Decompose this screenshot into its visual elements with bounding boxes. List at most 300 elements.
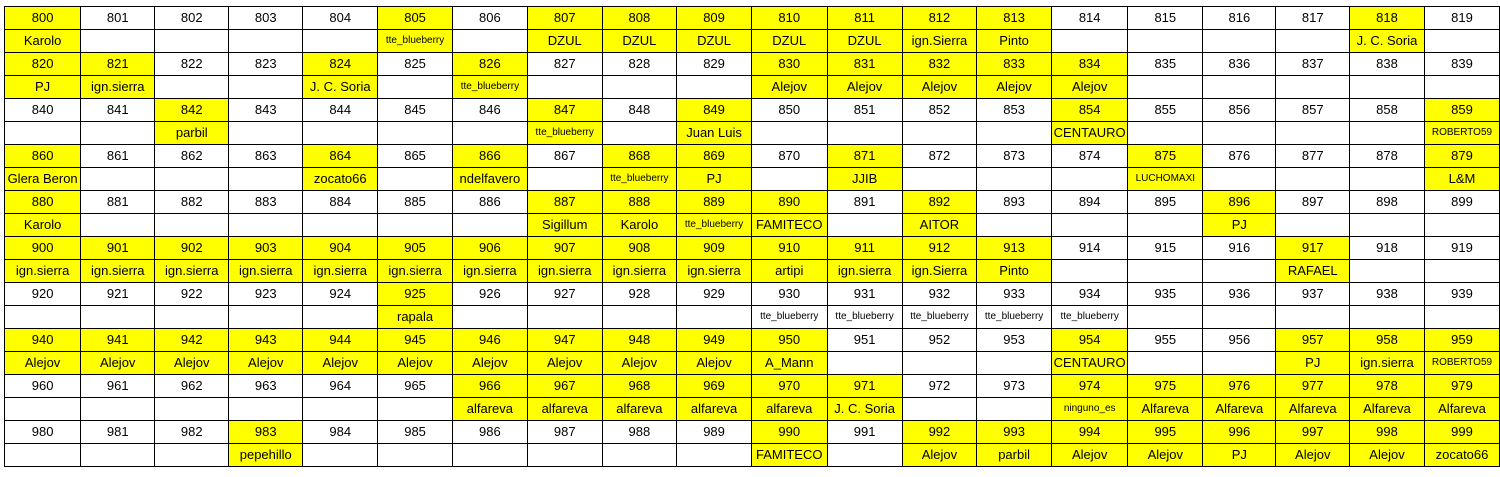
number-cell: 856 <box>1203 99 1276 122</box>
name-cell <box>1203 76 1276 99</box>
number-cell: 924 <box>303 283 378 306</box>
number-cell: 883 <box>229 191 303 214</box>
name-cell: FAMITECO <box>751 444 827 467</box>
name-cell <box>1350 260 1425 283</box>
name-cell <box>527 306 602 329</box>
number-cell: 991 <box>827 421 902 444</box>
name-cell <box>1128 352 1203 375</box>
name-cell <box>452 214 527 237</box>
name-cell <box>1203 122 1276 145</box>
number-cell: 928 <box>602 283 677 306</box>
number-cell: 932 <box>902 283 977 306</box>
name-cell: DZUL <box>527 30 602 53</box>
number-cell: 861 <box>81 145 155 168</box>
name-cell <box>229 122 303 145</box>
number-cell: 879 <box>1424 145 1499 168</box>
number-cell: 990 <box>751 421 827 444</box>
name-cell <box>1128 306 1203 329</box>
name-cell: ign.sierra <box>452 260 527 283</box>
name-cell <box>1350 122 1425 145</box>
name-cell <box>602 122 677 145</box>
name-cell: Glera Beron <box>5 168 81 191</box>
number-cell: 975 <box>1128 375 1203 398</box>
number-row <box>5 421 1500 444</box>
name-cell <box>1128 122 1203 145</box>
number-cell: 803 <box>229 7 303 30</box>
number-cell: 854 <box>1051 99 1127 122</box>
number-cell: 805 <box>378 7 453 30</box>
number-cell: 917 <box>1276 237 1350 260</box>
number-cell: 847 <box>527 99 602 122</box>
name-cell: Alejov <box>827 76 902 99</box>
number-cell: 914 <box>1051 237 1127 260</box>
number-cell: 825 <box>378 53 453 76</box>
number-cell: 937 <box>1276 283 1350 306</box>
number-cell: 949 <box>677 329 752 352</box>
number-cell: 837 <box>1276 53 1350 76</box>
number-cell: 888 <box>602 191 677 214</box>
name-cell <box>303 444 378 467</box>
name-cell: Alfareva <box>1203 398 1276 421</box>
name-cell: Juan Luis <box>677 122 752 145</box>
number-cell: 950 <box>751 329 827 352</box>
name-cell: Alejov <box>977 76 1052 99</box>
name-row <box>5 76 1500 99</box>
name-cell <box>452 444 527 467</box>
number-cell: 819 <box>1424 7 1499 30</box>
name-cell <box>1051 168 1127 191</box>
number-cell: 992 <box>902 421 977 444</box>
number-cell: 845 <box>378 99 453 122</box>
name-cell: Alfareva <box>1276 398 1350 421</box>
number-cell: 897 <box>1276 191 1350 214</box>
number-cell: 836 <box>1203 53 1276 76</box>
number-cell: 822 <box>155 53 229 76</box>
name-cell: zocato66 <box>303 168 378 191</box>
number-cell: 918 <box>1350 237 1425 260</box>
number-cell: 813 <box>977 7 1052 30</box>
name-cell: DZUL <box>602 30 677 53</box>
name-cell <box>827 122 902 145</box>
name-cell: Alejov <box>81 352 155 375</box>
number-row <box>5 191 1500 214</box>
name-cell: ign.sierra <box>827 260 902 283</box>
number-cell: 865 <box>378 145 453 168</box>
name-cell <box>677 444 752 467</box>
name-cell <box>155 76 229 99</box>
name-cell: tte_blueberry <box>378 30 453 53</box>
number-cell: 857 <box>1276 99 1350 122</box>
number-cell: 868 <box>602 145 677 168</box>
number-cell: 902 <box>155 237 229 260</box>
number-row <box>5 283 1500 306</box>
number-cell: 898 <box>1350 191 1425 214</box>
number-cell: 830 <box>751 53 827 76</box>
name-row <box>5 214 1500 237</box>
name-cell: ign.sierra <box>677 260 752 283</box>
number-row <box>5 53 1500 76</box>
name-cell: L&M <box>1424 168 1499 191</box>
name-cell <box>527 444 602 467</box>
number-cell: 907 <box>527 237 602 260</box>
number-cell: 956 <box>1203 329 1276 352</box>
name-cell: ign.sierra <box>527 260 602 283</box>
name-cell <box>81 30 155 53</box>
name-cell <box>81 168 155 191</box>
number-cell: 842 <box>155 99 229 122</box>
name-cell <box>1350 76 1425 99</box>
number-cell: 966 <box>452 375 527 398</box>
name-cell <box>1128 214 1203 237</box>
number-cell: 999 <box>1424 421 1499 444</box>
name-cell: PJ <box>5 76 81 99</box>
number-cell: 943 <box>229 329 303 352</box>
number-cell: 910 <box>751 237 827 260</box>
name-cell <box>378 122 453 145</box>
name-cell <box>81 122 155 145</box>
name-cell: ign.sierra <box>229 260 303 283</box>
name-cell <box>5 306 81 329</box>
number-cell: 817 <box>1276 7 1350 30</box>
number-cell: 940 <box>5 329 81 352</box>
number-cell: 998 <box>1350 421 1425 444</box>
name-cell <box>5 444 81 467</box>
number-cell: 901 <box>81 237 155 260</box>
name-cell <box>155 398 229 421</box>
number-cell: 892 <box>902 191 977 214</box>
name-cell: ign.sierra <box>5 260 81 283</box>
number-cell: 912 <box>902 237 977 260</box>
number-row <box>5 7 1500 30</box>
number-cell: 978 <box>1350 375 1425 398</box>
name-cell: ninguno_es <box>1051 398 1127 421</box>
number-cell: 911 <box>827 237 902 260</box>
number-cell: 997 <box>1276 421 1350 444</box>
name-cell: ign.Sierra <box>902 260 977 283</box>
name-cell <box>1276 168 1350 191</box>
name-cell <box>81 214 155 237</box>
number-cell: 889 <box>677 191 752 214</box>
number-cell: 840 <box>5 99 81 122</box>
number-cell: 841 <box>81 99 155 122</box>
name-cell: tte_blueberry <box>1051 306 1127 329</box>
name-cell <box>155 168 229 191</box>
number-cell: 882 <box>155 191 229 214</box>
number-cell: 828 <box>602 53 677 76</box>
name-cell: PJ <box>1276 352 1350 375</box>
name-cell: tte_blueberry <box>677 214 752 237</box>
name-cell: parbil <box>155 122 229 145</box>
name-cell: PJ <box>1203 214 1276 237</box>
name-cell <box>5 122 81 145</box>
number-cell: 971 <box>827 375 902 398</box>
name-cell: Alfareva <box>1424 398 1499 421</box>
number-cell: 844 <box>303 99 378 122</box>
number-cell: 818 <box>1350 7 1425 30</box>
number-cell: 808 <box>602 7 677 30</box>
number-cell: 811 <box>827 7 902 30</box>
number-cell: 993 <box>977 421 1052 444</box>
name-row <box>5 352 1500 375</box>
name-cell: Alejov <box>452 352 527 375</box>
name-cell: CENTAURO <box>1051 352 1127 375</box>
number-cell: 905 <box>378 237 453 260</box>
number-cell: 858 <box>1350 99 1425 122</box>
number-cell: 886 <box>452 191 527 214</box>
number-cell: 843 <box>229 99 303 122</box>
number-cell: 984 <box>303 421 378 444</box>
name-cell: Pinto <box>977 30 1052 53</box>
name-cell <box>5 398 81 421</box>
number-cell: 919 <box>1424 237 1499 260</box>
number-cell: 958 <box>1350 329 1425 352</box>
name-cell: Alejov <box>1051 444 1127 467</box>
name-cell: Alejov <box>1128 444 1203 467</box>
number-cell: 823 <box>229 53 303 76</box>
name-cell: alfareva <box>452 398 527 421</box>
number-cell: 833 <box>977 53 1052 76</box>
name-row <box>5 398 1500 421</box>
number-cell: 947 <box>527 329 602 352</box>
number-cell: 826 <box>452 53 527 76</box>
number-cell: 831 <box>827 53 902 76</box>
name-cell: Alejov <box>902 76 977 99</box>
number-cell: 931 <box>827 283 902 306</box>
number-cell: 812 <box>902 7 977 30</box>
name-cell: Alejov <box>1276 444 1350 467</box>
name-cell <box>527 76 602 99</box>
number-row <box>5 237 1500 260</box>
name-cell <box>229 76 303 99</box>
name-cell <box>977 168 1052 191</box>
name-cell <box>1203 306 1276 329</box>
number-cell: 801 <box>81 7 155 30</box>
number-cell: 838 <box>1350 53 1425 76</box>
number-cell: 800 <box>5 7 81 30</box>
number-cell: 920 <box>5 283 81 306</box>
number-cell: 866 <box>452 145 527 168</box>
name-cell <box>1350 214 1425 237</box>
name-cell: J. C. Soria <box>827 398 902 421</box>
number-cell: 849 <box>677 99 752 122</box>
number-cell: 871 <box>827 145 902 168</box>
number-cell: 960 <box>5 375 81 398</box>
number-cell: 933 <box>977 283 1052 306</box>
name-cell <box>1203 260 1276 283</box>
name-cell <box>155 30 229 53</box>
number-cell: 810 <box>751 7 827 30</box>
number-cell: 824 <box>303 53 378 76</box>
name-row <box>5 260 1500 283</box>
name-cell: J. C. Soria <box>303 76 378 99</box>
name-cell <box>1424 30 1499 53</box>
number-cell: 863 <box>229 145 303 168</box>
name-cell: Alejov <box>602 352 677 375</box>
number-cell: 896 <box>1203 191 1276 214</box>
name-cell: Alejov <box>155 352 229 375</box>
number-cell: 878 <box>1350 145 1425 168</box>
name-cell: AITOR <box>902 214 977 237</box>
name-cell <box>602 444 677 467</box>
number-cell: 921 <box>81 283 155 306</box>
name-cell: ROBERTO59 <box>1424 352 1499 375</box>
name-cell <box>1276 76 1350 99</box>
number-cell: 934 <box>1051 283 1127 306</box>
number-cell: 859 <box>1424 99 1499 122</box>
name-cell <box>827 444 902 467</box>
number-cell: 884 <box>303 191 378 214</box>
number-cell: 979 <box>1424 375 1499 398</box>
name-cell <box>902 398 977 421</box>
name-cell <box>378 214 453 237</box>
name-cell: ign.sierra <box>602 260 677 283</box>
name-cell <box>1051 214 1127 237</box>
number-row <box>5 99 1500 122</box>
name-cell <box>1276 214 1350 237</box>
name-cell: alfareva <box>751 398 827 421</box>
name-row <box>5 168 1500 191</box>
number-cell: 955 <box>1128 329 1203 352</box>
name-cell <box>1350 168 1425 191</box>
name-cell <box>1203 352 1276 375</box>
name-cell <box>155 444 229 467</box>
name-cell <box>1424 260 1499 283</box>
number-cell: 959 <box>1424 329 1499 352</box>
number-cell: 986 <box>452 421 527 444</box>
number-cell: 983 <box>229 421 303 444</box>
name-cell <box>827 352 902 375</box>
name-cell: Alejov <box>677 352 752 375</box>
name-cell: Alejov <box>378 352 453 375</box>
number-grid-table <box>4 6 1500 467</box>
number-cell: 987 <box>527 421 602 444</box>
number-cell: 891 <box>827 191 902 214</box>
name-cell: ROBERTO59 <box>1424 122 1499 145</box>
name-cell <box>378 398 453 421</box>
number-cell: 941 <box>81 329 155 352</box>
number-cell: 974 <box>1051 375 1127 398</box>
name-cell: Sigillum <box>527 214 602 237</box>
number-cell: 970 <box>751 375 827 398</box>
name-cell: Alejov <box>527 352 602 375</box>
name-cell: FAMITECO <box>751 214 827 237</box>
name-cell: Karolo <box>5 214 81 237</box>
name-cell <box>677 76 752 99</box>
name-cell <box>527 168 602 191</box>
name-cell <box>452 30 527 53</box>
number-cell: 948 <box>602 329 677 352</box>
number-cell: 965 <box>378 375 453 398</box>
name-cell: CENTAURO <box>1051 122 1127 145</box>
name-cell: tte_blueberry <box>751 306 827 329</box>
number-cell: 922 <box>155 283 229 306</box>
name-cell <box>1350 306 1425 329</box>
number-cell: 873 <box>977 145 1052 168</box>
number-cell: 939 <box>1424 283 1499 306</box>
name-cell <box>155 306 229 329</box>
number-cell: 835 <box>1128 53 1203 76</box>
number-cell: 995 <box>1128 421 1203 444</box>
number-cell: 946 <box>452 329 527 352</box>
number-cell: 820 <box>5 53 81 76</box>
number-cell: 994 <box>1051 421 1127 444</box>
name-cell: JJIB <box>827 168 902 191</box>
name-cell <box>378 76 453 99</box>
name-cell: PJ <box>677 168 752 191</box>
number-cell: 925 <box>378 283 453 306</box>
name-cell <box>155 214 229 237</box>
number-cell: 869 <box>677 145 752 168</box>
number-cell: 809 <box>677 7 752 30</box>
number-cell: 926 <box>452 283 527 306</box>
number-cell: 951 <box>827 329 902 352</box>
name-cell <box>229 398 303 421</box>
number-cell: 969 <box>677 375 752 398</box>
number-cell: 996 <box>1203 421 1276 444</box>
number-cell: 893 <box>977 191 1052 214</box>
name-cell: ign.sierra <box>1350 352 1425 375</box>
name-cell <box>378 168 453 191</box>
number-cell: 864 <box>303 145 378 168</box>
name-cell <box>229 30 303 53</box>
name-cell <box>751 168 827 191</box>
number-cell: 952 <box>902 329 977 352</box>
number-cell: 927 <box>527 283 602 306</box>
name-cell: Karolo <box>5 30 81 53</box>
name-cell <box>303 214 378 237</box>
number-cell: 876 <box>1203 145 1276 168</box>
name-cell <box>452 122 527 145</box>
grid-body <box>5 7 1500 467</box>
name-cell: tte_blueberry <box>827 306 902 329</box>
number-cell: 944 <box>303 329 378 352</box>
name-cell: LUCHOMAXI <box>1128 168 1203 191</box>
name-cell: ign.sierra <box>155 260 229 283</box>
name-cell <box>229 214 303 237</box>
name-cell: alfareva <box>677 398 752 421</box>
number-cell: 973 <box>977 375 1052 398</box>
name-cell <box>677 306 752 329</box>
name-cell: rapala <box>378 306 453 329</box>
number-cell: 821 <box>81 53 155 76</box>
number-cell: 860 <box>5 145 81 168</box>
name-cell: ndelfavero <box>452 168 527 191</box>
name-cell <box>977 214 1052 237</box>
name-cell <box>303 398 378 421</box>
name-cell <box>452 306 527 329</box>
name-cell: Alejov <box>902 444 977 467</box>
name-cell <box>902 168 977 191</box>
number-row <box>5 329 1500 352</box>
number-cell: 938 <box>1350 283 1425 306</box>
name-cell: tte_blueberry <box>902 306 977 329</box>
name-cell <box>977 352 1052 375</box>
number-cell: 827 <box>527 53 602 76</box>
number-cell: 904 <box>303 237 378 260</box>
name-cell <box>1203 30 1276 53</box>
number-cell: 816 <box>1203 7 1276 30</box>
name-cell <box>827 214 902 237</box>
name-cell <box>1203 168 1276 191</box>
name-cell: Alejov <box>5 352 81 375</box>
name-cell: Alfareva <box>1128 398 1203 421</box>
name-cell: PJ <box>1203 444 1276 467</box>
number-cell: 923 <box>229 283 303 306</box>
name-row <box>5 306 1500 329</box>
name-cell: Alejov <box>229 352 303 375</box>
number-cell: 908 <box>602 237 677 260</box>
number-cell: 881 <box>81 191 155 214</box>
